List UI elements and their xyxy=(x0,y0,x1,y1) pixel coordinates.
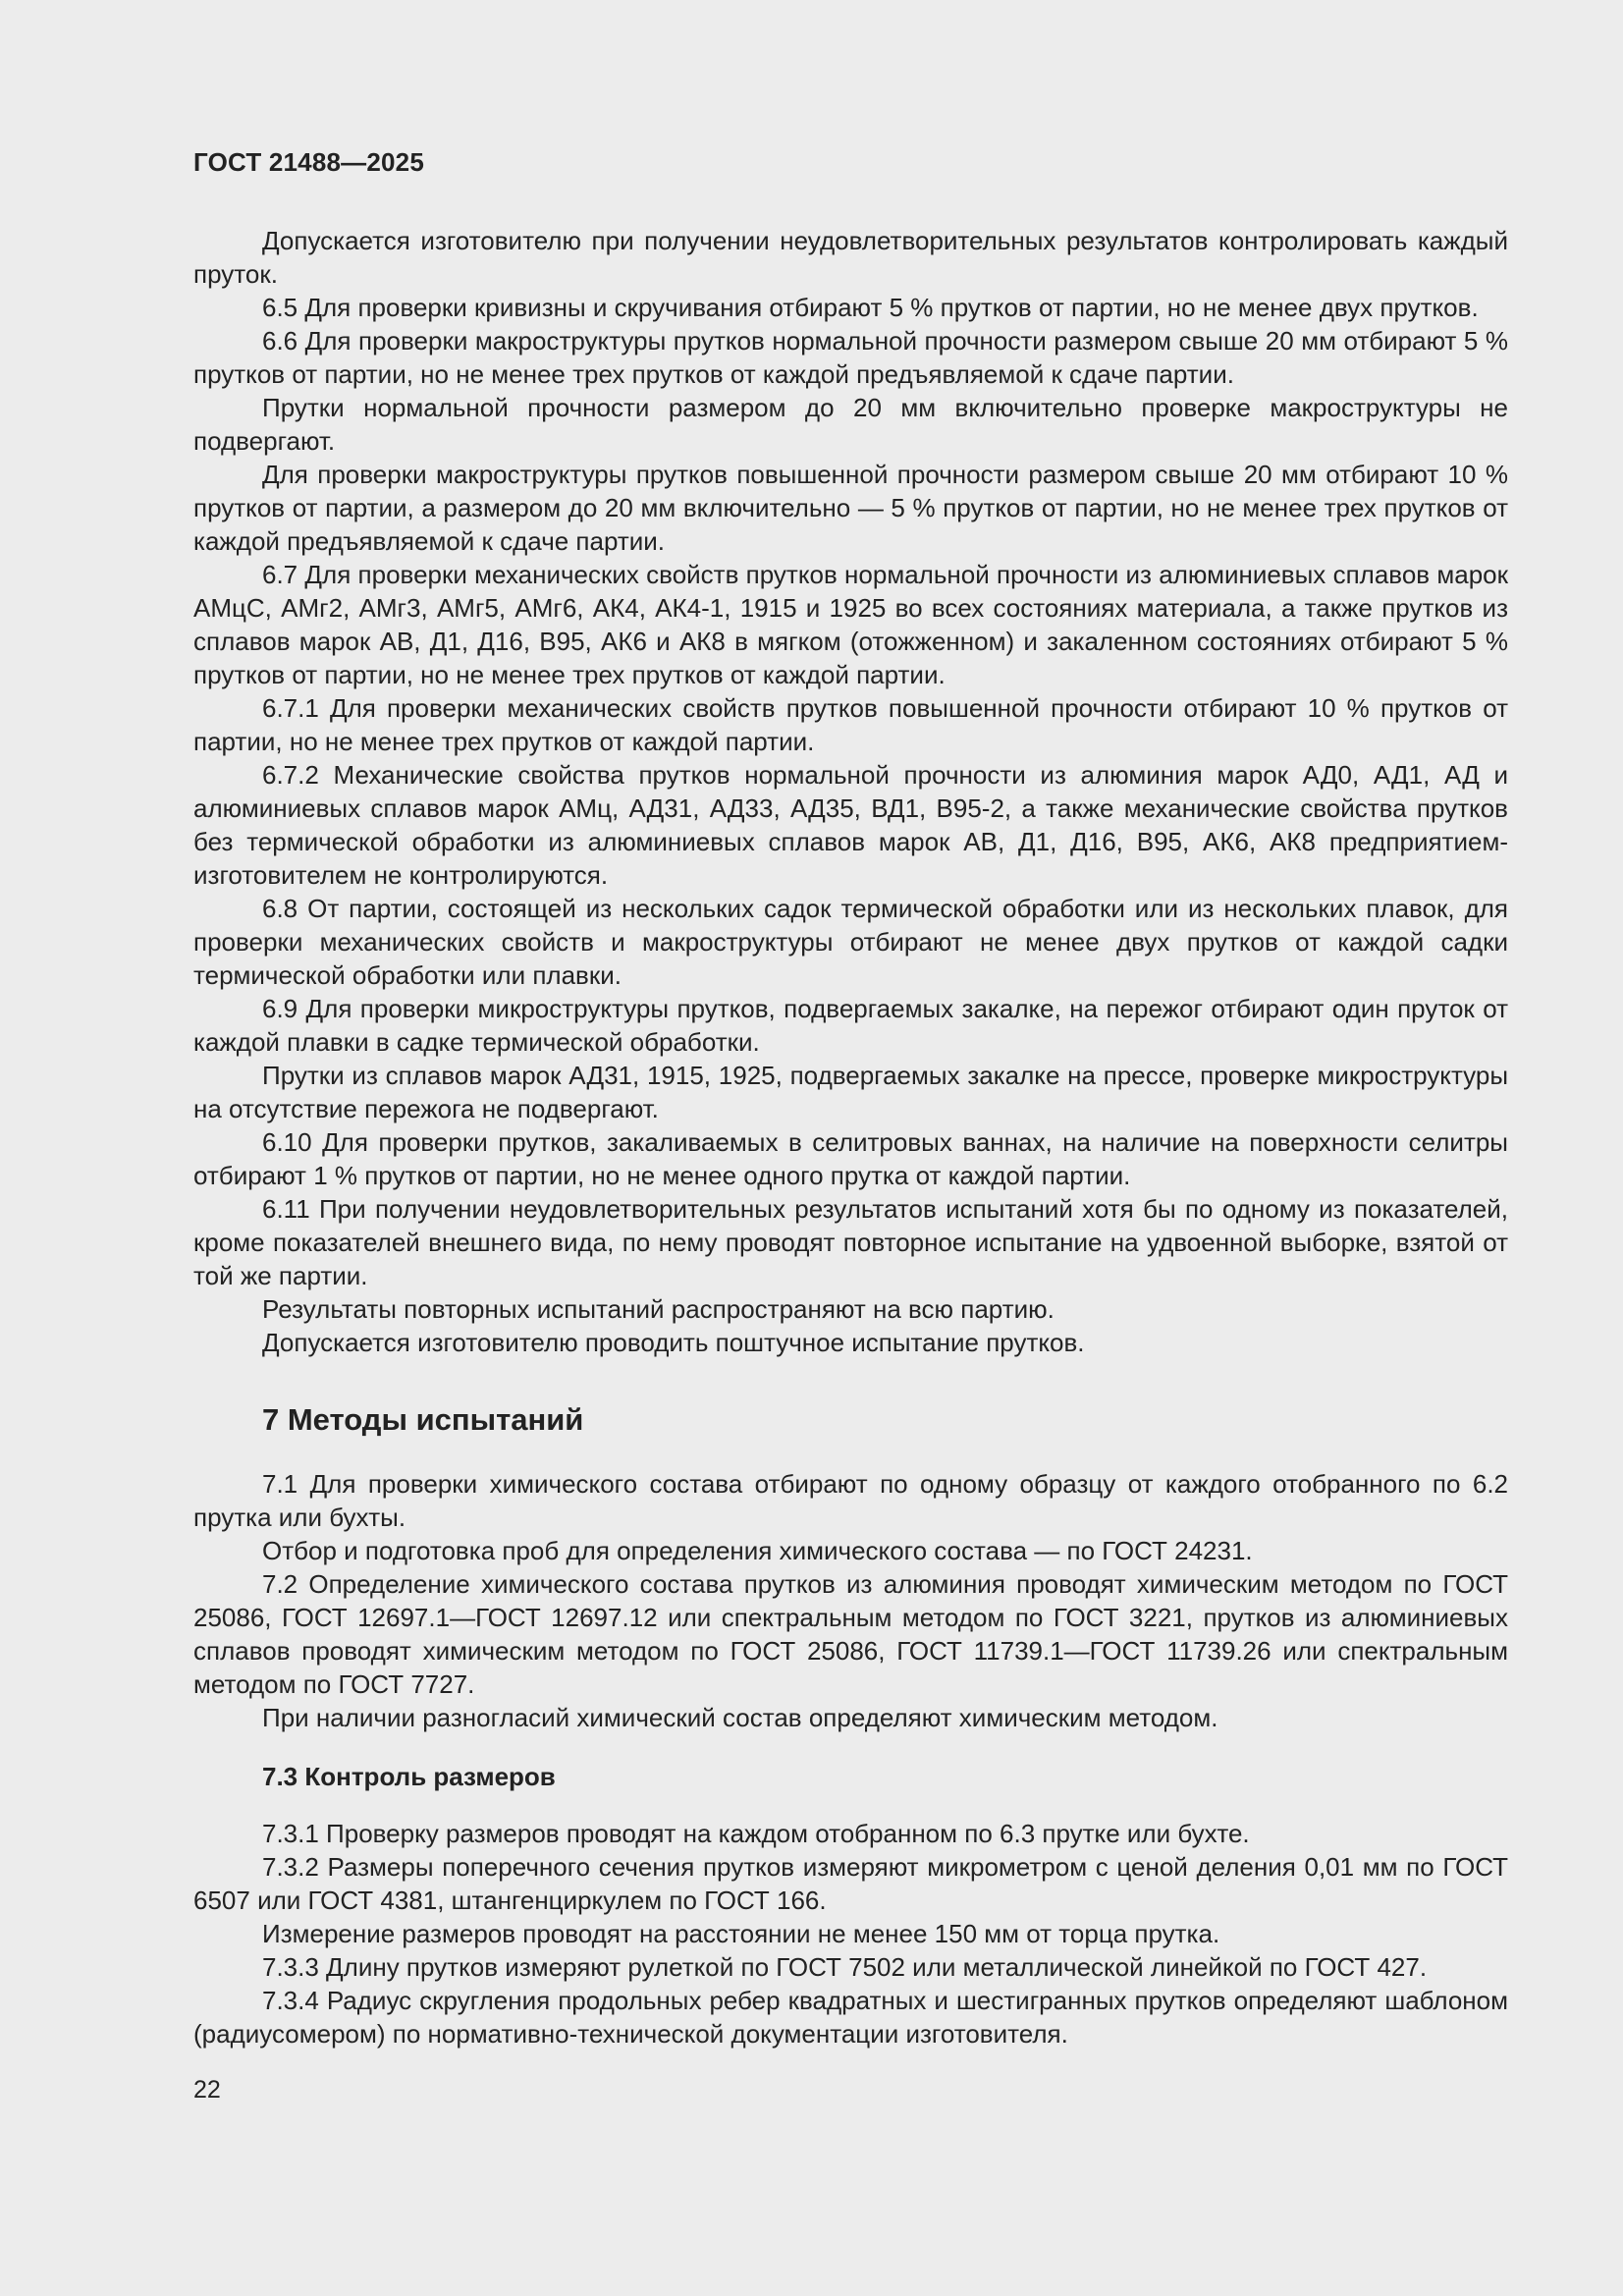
subsection-heading: 7.3 Контроль размеров xyxy=(262,1762,556,1791)
paragraph: 7.3.4 Радиус скругления продольных ребер квадратных и шестигранных прутков определяют шаблоном (радиусомером) по нормативно-технической документации изготовителя. xyxy=(193,1986,1508,2049)
paragraph: Прутки нормальной прочности размером до 20 мм включительно проверке макроструктуры не подвергают. xyxy=(193,393,1508,456)
page-number: 22 xyxy=(193,2076,221,2104)
paragraph: Измерение размеров проводят на расстоянии не менее 150 мм от торца прутка. xyxy=(262,1919,1220,1948)
document-header: ГОСТ 21488—2025 xyxy=(193,147,424,177)
paragraph: 6.7.1 Для проверки механических свойств прутков повышенной прочности отбирают 10 % прутков от партии, но не менее трех прутков от каждой партии. xyxy=(193,693,1508,756)
paragraph: 6.8 От партии, состоящей из нескольких садок термической обработки или из нескольких плавок, для проверки механических свойств и макроструктуры отбирают не менее двух прутков от каждой садки термической обработки или плавки. xyxy=(193,894,1508,990)
paragraph: При наличии разногласий химический состав определяют химическим методом. xyxy=(262,1703,1218,1732)
paragraph: 6.9 Для проверки микроструктуры прутков, подвергаемых закалке, на пережог отбирают один пруток от каждой плавки в садке термической обработки. xyxy=(193,994,1508,1057)
paragraph: Прутки из сплавов марок АД31, 1915, 1925, подвергаемых закалке на прессе, проверке микроструктуры на отсутствие пережога не подвергают. xyxy=(193,1061,1508,1123)
paragraph: Результаты повторных испытаний распространяют на всю партию. xyxy=(262,1294,1055,1324)
paragraph: Допускается изготовителю при получении неудовлетворительных результатов контролировать каждый пруток. xyxy=(193,226,1508,289)
paragraph: 6.6 Для проверки макроструктуры прутков нормальной прочности размером свыше 20 мм отбирают 5 % прутков от партии, но не менее трех прутков от каждой предъявляемой к сдаче партии. xyxy=(193,326,1508,389)
paragraph: 6.7 Для проверки механических свойств прутков нормальной прочности из алюминиевых сплавов марок АМцС, АМг2, АМг3, АМг5, АМг6, АК4, АК4-1, 1915 и 1925 во всех состояниях материала, а также прутков из сплавов марок АВ, Д1, Д16, В95, АК6 и АК8 в мягком (отожженном) и закаленном состояниях отбирают 5 % прутков от партии, но не менее трех прутков от каждой партии. xyxy=(193,560,1508,689)
paragraph: 6.7.2 Механические свойства прутков нормальной прочности из алюминия марок АД0, АД1, АД и алюминиевых сплавов марок АМц, АД31, АД33, АД35, ВД1, В95-2, а также механические свойства прутков без термической обработки из алюминиевых сплавов марок АВ, Д1, Д16, В95, АК6, АК8 предприятием-изготовителем не контролируются. xyxy=(193,760,1508,890)
paragraph: 7.3.1 Проверку размеров проводят на каждом отобранном по 6.3 прутке или бухте. xyxy=(262,1819,1250,1848)
paragraph: 7.2 Определение химического состава прутков из алюминия проводят химическим методом по ГОСТ 25086, ГОСТ 12697.1—ГОСТ 12697.12 или спектральным методом по ГОСТ 3221, прутков из алюминиевых сплавов проводят химическим методом по ГОСТ 25086, ГОСТ 11739.1—ГОСТ 11739.26 или спектральным методом по ГОСТ 7727. xyxy=(193,1569,1508,1699)
paragraph: 6.11 При получении неудовлетворительных результатов испытаний хотя бы по одному из показателей, кроме показателей внешнего вида, по нему проводят повторное испытание на удвоенной выборке, взятой от той же партии. xyxy=(193,1194,1508,1290)
paragraph: Для проверки макроструктуры прутков повышенной прочности размером свыше 20 мм отбирают 10 % прутков от партии, а размером до 20 мм включительно — 5 % прутков от партии, но не менее трех прутков от каждой предъявляемой к сдаче партии. xyxy=(193,460,1508,556)
paragraph: 6.10 Для проверки прутков, закаливаемых в селитровых ваннах, на наличие на поверхности селитры отбирают 1 % прутков от партии, но не менее одного прутка от каждой партии. xyxy=(193,1127,1508,1190)
paragraph: 7.3.2 Размеры поперечного сечения прутков измеряют микрометром с ценой деления 0,01 мм по ГОСТ 6507 или ГОСТ 4381, штангенциркулем по ГОСТ 166. xyxy=(193,1852,1508,1915)
paragraph: Допускается изготовителю проводить поштучное испытание прутков. xyxy=(262,1328,1085,1357)
paragraph: 7.1 Для проверки химического состава отбирают по одному образцу от каждого отобранного по 6.2 прутка или бухты. xyxy=(193,1469,1508,1532)
paragraph: 7.3.3 Длину прутков измеряют рулеткой по ГОСТ 7502 или металлической линейкой по ГОСТ 427. xyxy=(262,1952,1428,1982)
section-heading: 7 Методы испытаний xyxy=(262,1402,584,1437)
paragraph: Отбор и подготовка проб для определения химического состава — по ГОСТ 24231. xyxy=(262,1536,1253,1565)
paragraph: 6.5 Для проверки кривизны и скручивания отбирают 5 % прутков от партии, но не менее двух прутков. xyxy=(262,293,1479,322)
document-body xyxy=(193,224,1508,2050)
